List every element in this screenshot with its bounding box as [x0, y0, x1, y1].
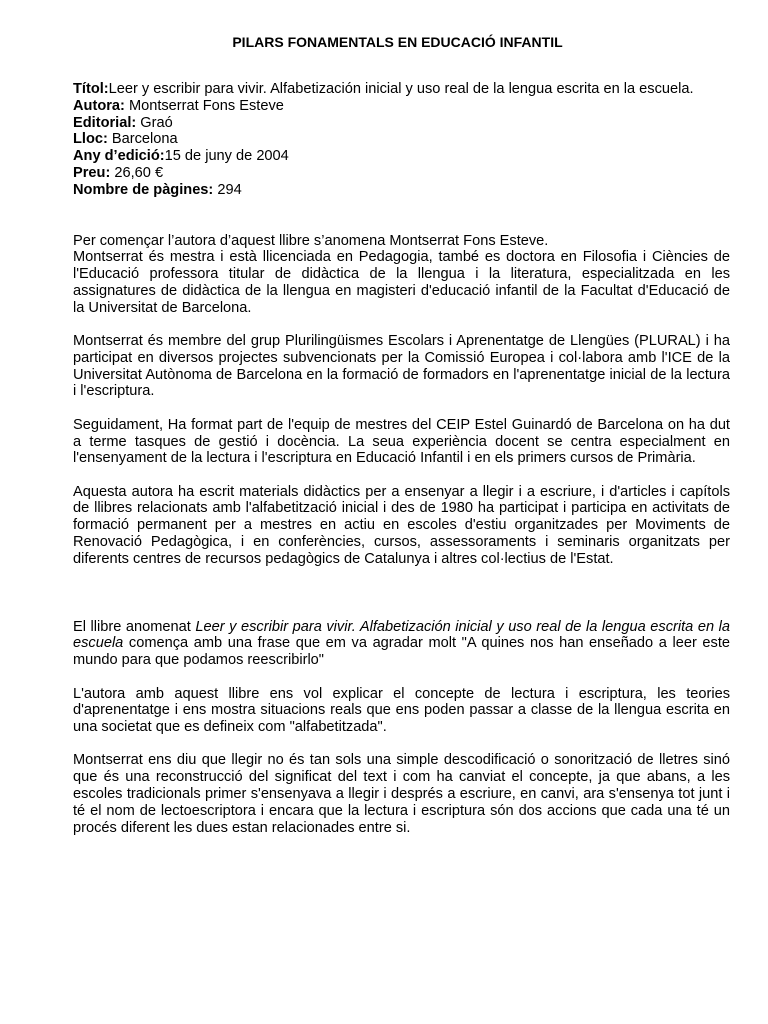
paragraph-materials: Aquesta autora ha escrit materials didàctics per a ensenyar a llegir i a escriure, i d'articles i capítols de llibres relacionats amb l'alfabetització inicial i des de 1980 ha participat i participa en activitats de formació permanent per a mestres en actiu en escoles d'estiu organitzades per Moviments de Renovació Pedagògica, i en conferències, cursos, assessoraments i seminaris organitzats per diferents centres de recursos pedagògics de Catalunya i altres col·lectius de l'Estat.	[73, 483, 730, 567]
meta-edition-year-value: 15 de juny de 2004	[164, 148, 289, 165]
meta-price-label: Preu:	[73, 164, 111, 181]
meta-publisher-value: Graó	[136, 114, 173, 131]
book-intro-after: comença amb una frase que em va agradar molt "A quines nos han enseñado a leer este mundo para que podamos reescribirlo"	[73, 635, 730, 669]
meta-place-label: Lloc:	[73, 131, 108, 148]
meta-title	[73, 81, 730, 98]
paragraph-author-background: Montserrat és mestra i està llicenciada en Pedagogia, també es doctora en Filosofia i Ciències de l'Educació professora titular de didàctica de la llengua i la literatura, especialitzada en les assignatures de didàctica de la llengua en magisteri d'educació infantil de la Facultat d'Educació de la Universitat de Barcelona.	[73, 249, 730, 316]
meta-author-label: Autora:	[73, 97, 125, 114]
document-page	[73, 34, 730, 836]
meta-price-value: 26,60 €	[110, 164, 164, 181]
paragraph-ceip-experience: Seguidament, Ha format part de l'equip de mestres del CEIP Estel Guinardó de Barcelona on ha dut a terme tasques de gestió i docència. La seua experiència docent se centra especialment en l'ensenyament de la lectura i l'escriptura en Educació Infantil i en els primers cursos de Primària.	[73, 416, 730, 467]
document-title: PILARS FONAMENTALS EN EDUCACIÓ INFANTIL	[232, 34, 563, 50]
meta-place	[73, 131, 730, 148]
meta-title-value: Leer y escribir para vivir. Alfabetización inicial y uso real de la lengua escrita en la escuela.	[108, 81, 694, 97]
book-intro-before: El llibre anomenat	[73, 618, 196, 635]
meta-author	[73, 98, 730, 115]
meta-publisher	[73, 115, 730, 132]
meta-price	[73, 165, 730, 182]
paragraph-reading-concept: Montserrat ens diu que llegir no és tan sols una simple descodificació o sonorització de lletres sinó que és una reconstrucció del significat del text i com ha canviat el concepte, ja que abans, a les escoles tradicionals primer s'ensenyava a llegir i després a escriure, en canvi, ara s'ensenya tot junt i té el nom de lectoescriptora i encara que la lectura i escriptura són dos accions que cada una té un procés diferent les dues estan relacionades entre si.	[73, 752, 730, 836]
meta-author-value: Montserrat Fons Esteve	[124, 97, 284, 114]
paragraph-plural-group: Montserrat és membre del grup Plurilingüismes Escolars i Aprenentatge de Llengües (PLURAL) i ha participat en diversos projectes subvencionats per la Comissió Europea i col·labora amb l'ICE de la Universitat Autònoma de Barcelona en la formació de formadors en l'aprenentatge inicial de la lectura i l'escriptura.	[73, 333, 730, 400]
meta-pages-value: 294	[213, 181, 242, 198]
meta-place-value: Barcelona	[107, 131, 178, 148]
paragraph-intro-line: Per començar l’autora d’aquest llibre s’anomena Montserrat Fons Esteve.	[73, 232, 549, 249]
book-metadata	[73, 81, 730, 199]
spacer	[73, 568, 730, 619]
book-title-italic: Leer y escribir para vivir. Alfabetización inicial y uso real de la lengua escrita en la escuela	[73, 618, 730, 652]
spacer	[73, 199, 730, 233]
meta-title-label: Títol:	[73, 81, 109, 97]
meta-pages	[73, 182, 730, 199]
meta-edition-year	[73, 148, 730, 165]
paragraph-book-purpose: L'autora amb aquest llibre ens vol explicar el concepte de lectura i escriptura, les teories d'aprenentatge i ens mostra situacions reals que ens poden passar a classe de la llengua escrita en una societat que es defineix com "alfabetitzada".	[73, 685, 730, 736]
meta-pages-label: Nombre de pàgines:	[73, 181, 214, 198]
meta-edition-year-label: Any d’edició:	[73, 148, 165, 165]
meta-publisher-label: Editorial:	[73, 114, 137, 131]
paragraph-book-intro	[73, 619, 730, 669]
